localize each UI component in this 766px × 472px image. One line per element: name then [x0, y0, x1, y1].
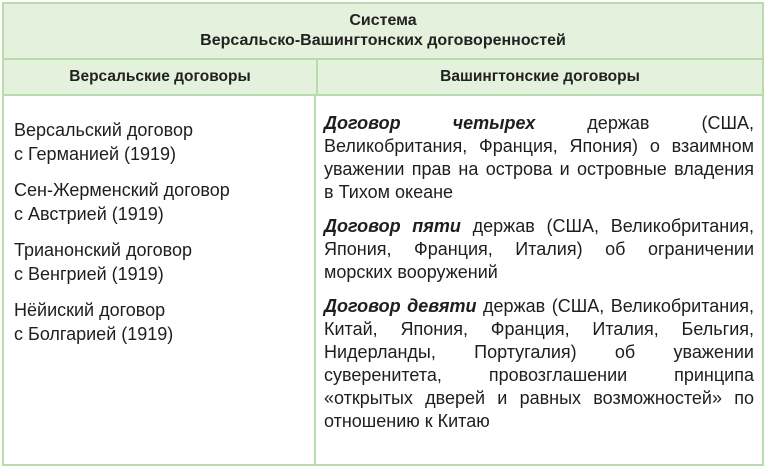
- versailles-treaty-bulgaria: [14, 298, 314, 346]
- treaty-party: с Венгрией (1919): [14, 264, 164, 284]
- table-title: [4, 4, 762, 60]
- treaty-title: Сен-Жерменский договор: [14, 180, 230, 200]
- washington-treaty-five-powers: [324, 215, 754, 284]
- treaty-party: с Германией (1919): [14, 144, 177, 164]
- table-body: [4, 96, 762, 464]
- versailles-treaty-germany: [14, 118, 314, 166]
- treaty-party: с Болгарией (1919): [14, 324, 174, 344]
- washington-treaty-four-powers: [324, 112, 754, 204]
- treaty-name: Договор девяти: [324, 296, 477, 316]
- treaty-title: Версальский договор: [14, 120, 193, 140]
- versailles-treaty-austria: [14, 178, 314, 226]
- treaty-description: держав (США, Великобритания, Япония, Франция, Италия) об ограничении морских вооружений: [324, 216, 754, 282]
- column-headers: [4, 60, 762, 96]
- versailles-treaty-hungary: [14, 238, 314, 286]
- treaty-name: Договор четырех: [324, 113, 536, 133]
- header-versailles: Версальские договоры: [4, 60, 318, 94]
- washington-treaty-nine-powers: [324, 295, 754, 433]
- treaty-title: Нёйиский договор: [14, 300, 166, 320]
- treaty-party: с Австрией (1919): [14, 204, 164, 224]
- header-washington: Вашингтонские договоры: [440, 68, 640, 85]
- treaty-title: Трианонский договор: [14, 240, 193, 260]
- table-title-line1: Система: [349, 12, 417, 29]
- washington-column: [316, 96, 762, 464]
- treaty-system-table: [2, 2, 764, 466]
- treaty-description: держав (США, Великобритания, Франция, Япония) о взаимном уважении прав на острова и островные владения в Тихом океане: [324, 113, 754, 202]
- treaty-description: держав (США, Великобритания, Китай, Япония, Франция, Италия, Бельгия, Нидерланды, Португалия) об уважении суверенитета, провозглашении принципа «открытых дверей и равных возможностей» по отношению к Китаю: [324, 296, 754, 431]
- treaty-name: Договор пяти: [324, 216, 461, 236]
- table-title-line2: Версальско-Вашингтонских договоренностей: [200, 32, 566, 49]
- versailles-column: [4, 96, 316, 464]
